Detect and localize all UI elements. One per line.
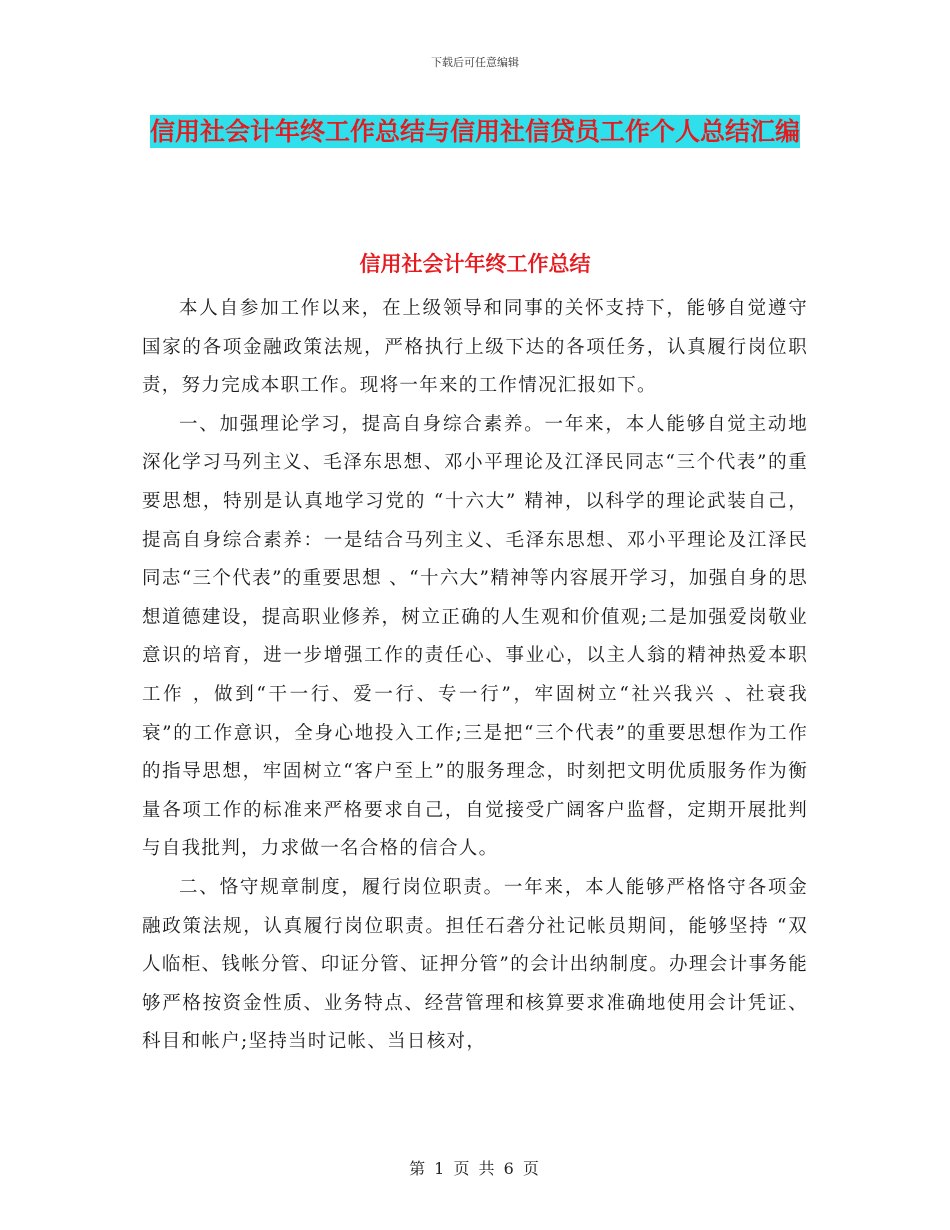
- document-title: [150, 108, 800, 155]
- section-title: 信用社会计年终工作总结: [359, 252, 591, 276]
- paragraph-rules-duties: 二、恪守规章制度，履行岗位职责。一年来，本人能够严格恪守各项金融政策法规，认真履行岗位职责。担任石砻分社记帐员期间，能够坚持 “双人临柜、钱帐分管、印证分管、证押分管”的会计出纳制度。办理会计事务能够严格按资金性质、业务特点、经营管理和核算要求准确地使用会计凭证、科目和帐户;坚持当时记帐、当日核对，: [142, 876, 808, 1053]
- page-number-footer: 第 1 页 共 6 页: [409, 1159, 541, 1178]
- header-note: 下载后可任意编辑: [431, 56, 519, 69]
- document-body: [142, 290, 808, 1062]
- paragraph-intro: 本人自参加工作以来，在上级领导和同事的关怀支持下，能够自觉遵守国家的各项金融政策法规，严格执行上级下达的各项任务，认真履行岗位职责，努力完成本职工作。现将一年来的工作情况汇报如下。: [142, 298, 808, 397]
- document-title-text: 信用社会计年终工作总结与信用社信贷员工作个人总结汇编: [150, 117, 801, 146]
- paragraph-theory-study: 一、加强理论学习，提高自身综合素养。一年来，本人能够自觉主动地深化学习马列主义、毛泽东思想、邓小平理论及江泽民同志“三个代表”的重要思想，特别是认真地学习党的 “十六大” 精神，以科学的理论武装自己，提高自身综合素养：一是结合马列主义、毛泽东思想、邓小平理论及江泽民同志“三个代表”的重要思想 、“十六大”精神等内容展开学习，加强自身的思想道德建设，提高职业修养，树立正确的人生观和价值观;二是加强爱岗敬业意识的培育，进一步增强工作的责任心、事业心，以主人翁的精神热爱本职工作 ，做到“干一行、爱一行、专一行”，牢固树立“社兴我兴 、社衰我衰”的工作意识，全身心地投入工作;三是把“三个代表”的重要思想作为工作的指导思想，牢固树立“客户至上”的服务理念，时刻把文明优质服务作为衡量各项工作的标准来严格要求自己，自觉接受广阔客户监督，定期开展批判与自我批判，力求做一名合格的信合人。: [142, 413, 808, 860]
